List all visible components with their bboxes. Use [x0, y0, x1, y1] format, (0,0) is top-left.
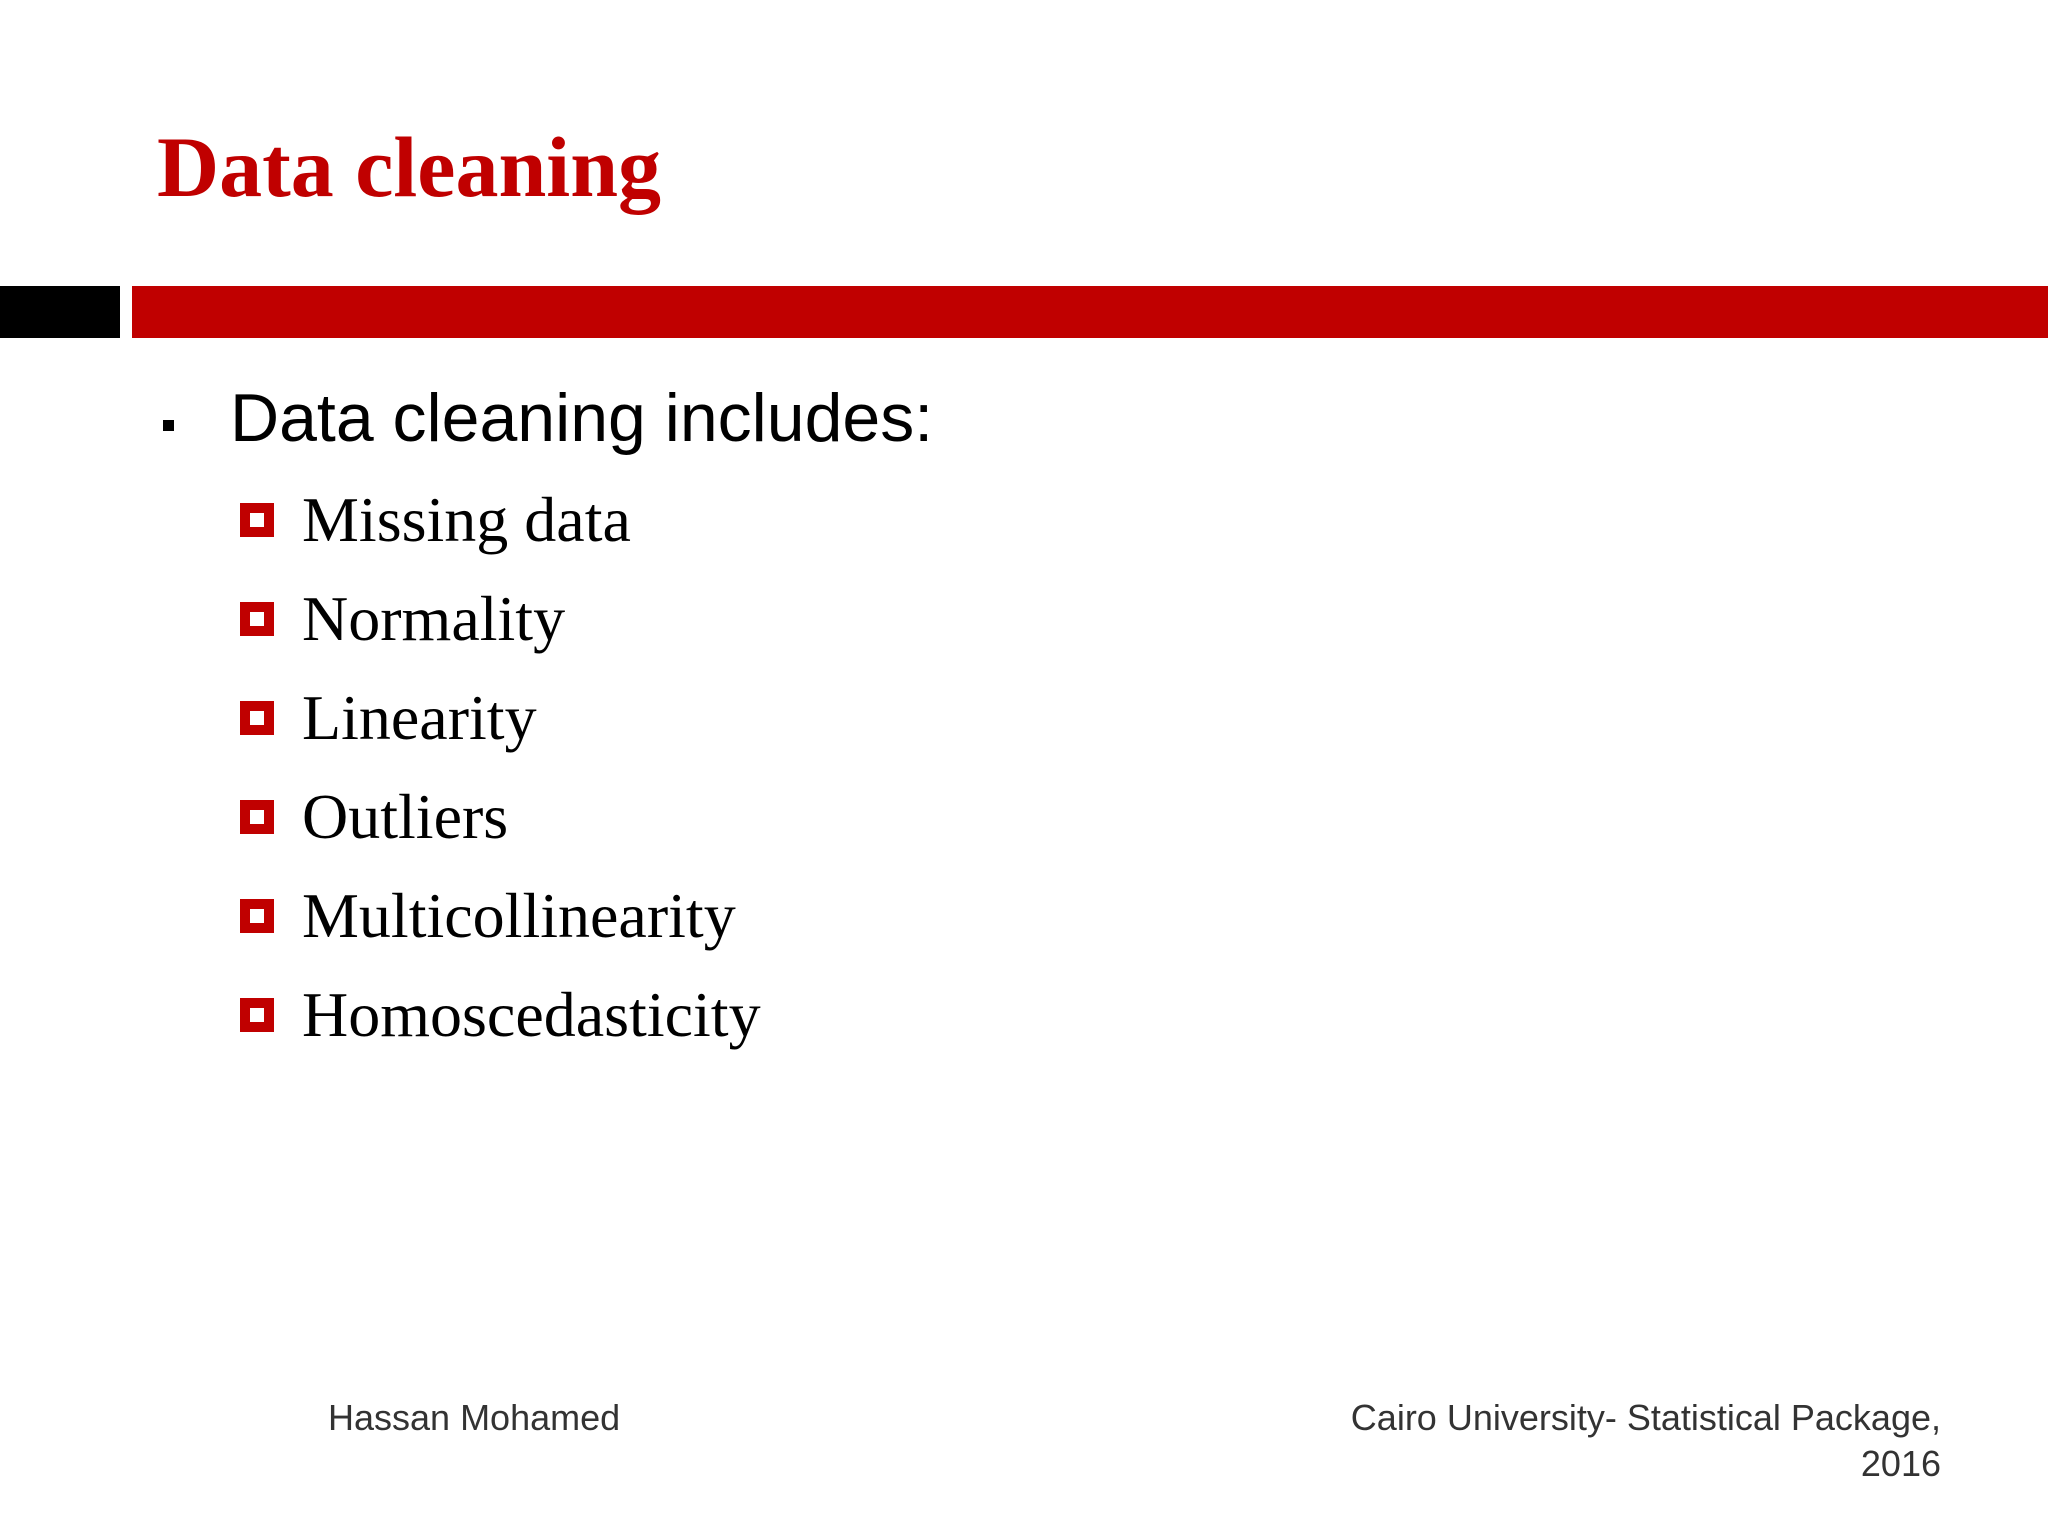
list-item [240, 866, 761, 965]
footer-source: Cairo University- Statistical Package, 2016 [1350, 1397, 1941, 1484]
header-bar-red [132, 286, 2048, 338]
list-item [240, 965, 761, 1064]
list-item [240, 470, 761, 569]
slide-title: Data cleaning [157, 119, 662, 215]
list-item [240, 569, 761, 668]
list-item-label: Homoscedasticity [302, 978, 761, 1050]
header-bar-black [0, 286, 120, 338]
red-square-bullet-icon [240, 998, 274, 1032]
red-square-bullet-icon [240, 503, 274, 537]
list-item-label: Multicollinearity [302, 879, 736, 951]
list-item [240, 767, 761, 866]
footer-author: Hassan Mohamed [328, 1397, 621, 1438]
square-bullet-icon [163, 420, 174, 431]
red-square-bullet-icon [240, 602, 274, 636]
list-item-label: Outliers [302, 780, 509, 852]
list-item [240, 668, 761, 767]
red-square-bullet-icon [240, 701, 274, 735]
bullet-heading: Data cleaning includes: [230, 380, 934, 456]
list-item-label: Missing data [302, 483, 631, 555]
red-square-bullet-icon [240, 899, 274, 933]
bullet-list [240, 470, 761, 1064]
red-square-bullet-icon [240, 800, 274, 834]
list-item-label: Linearity [302, 681, 537, 753]
list-item-label: Normality [302, 582, 566, 654]
